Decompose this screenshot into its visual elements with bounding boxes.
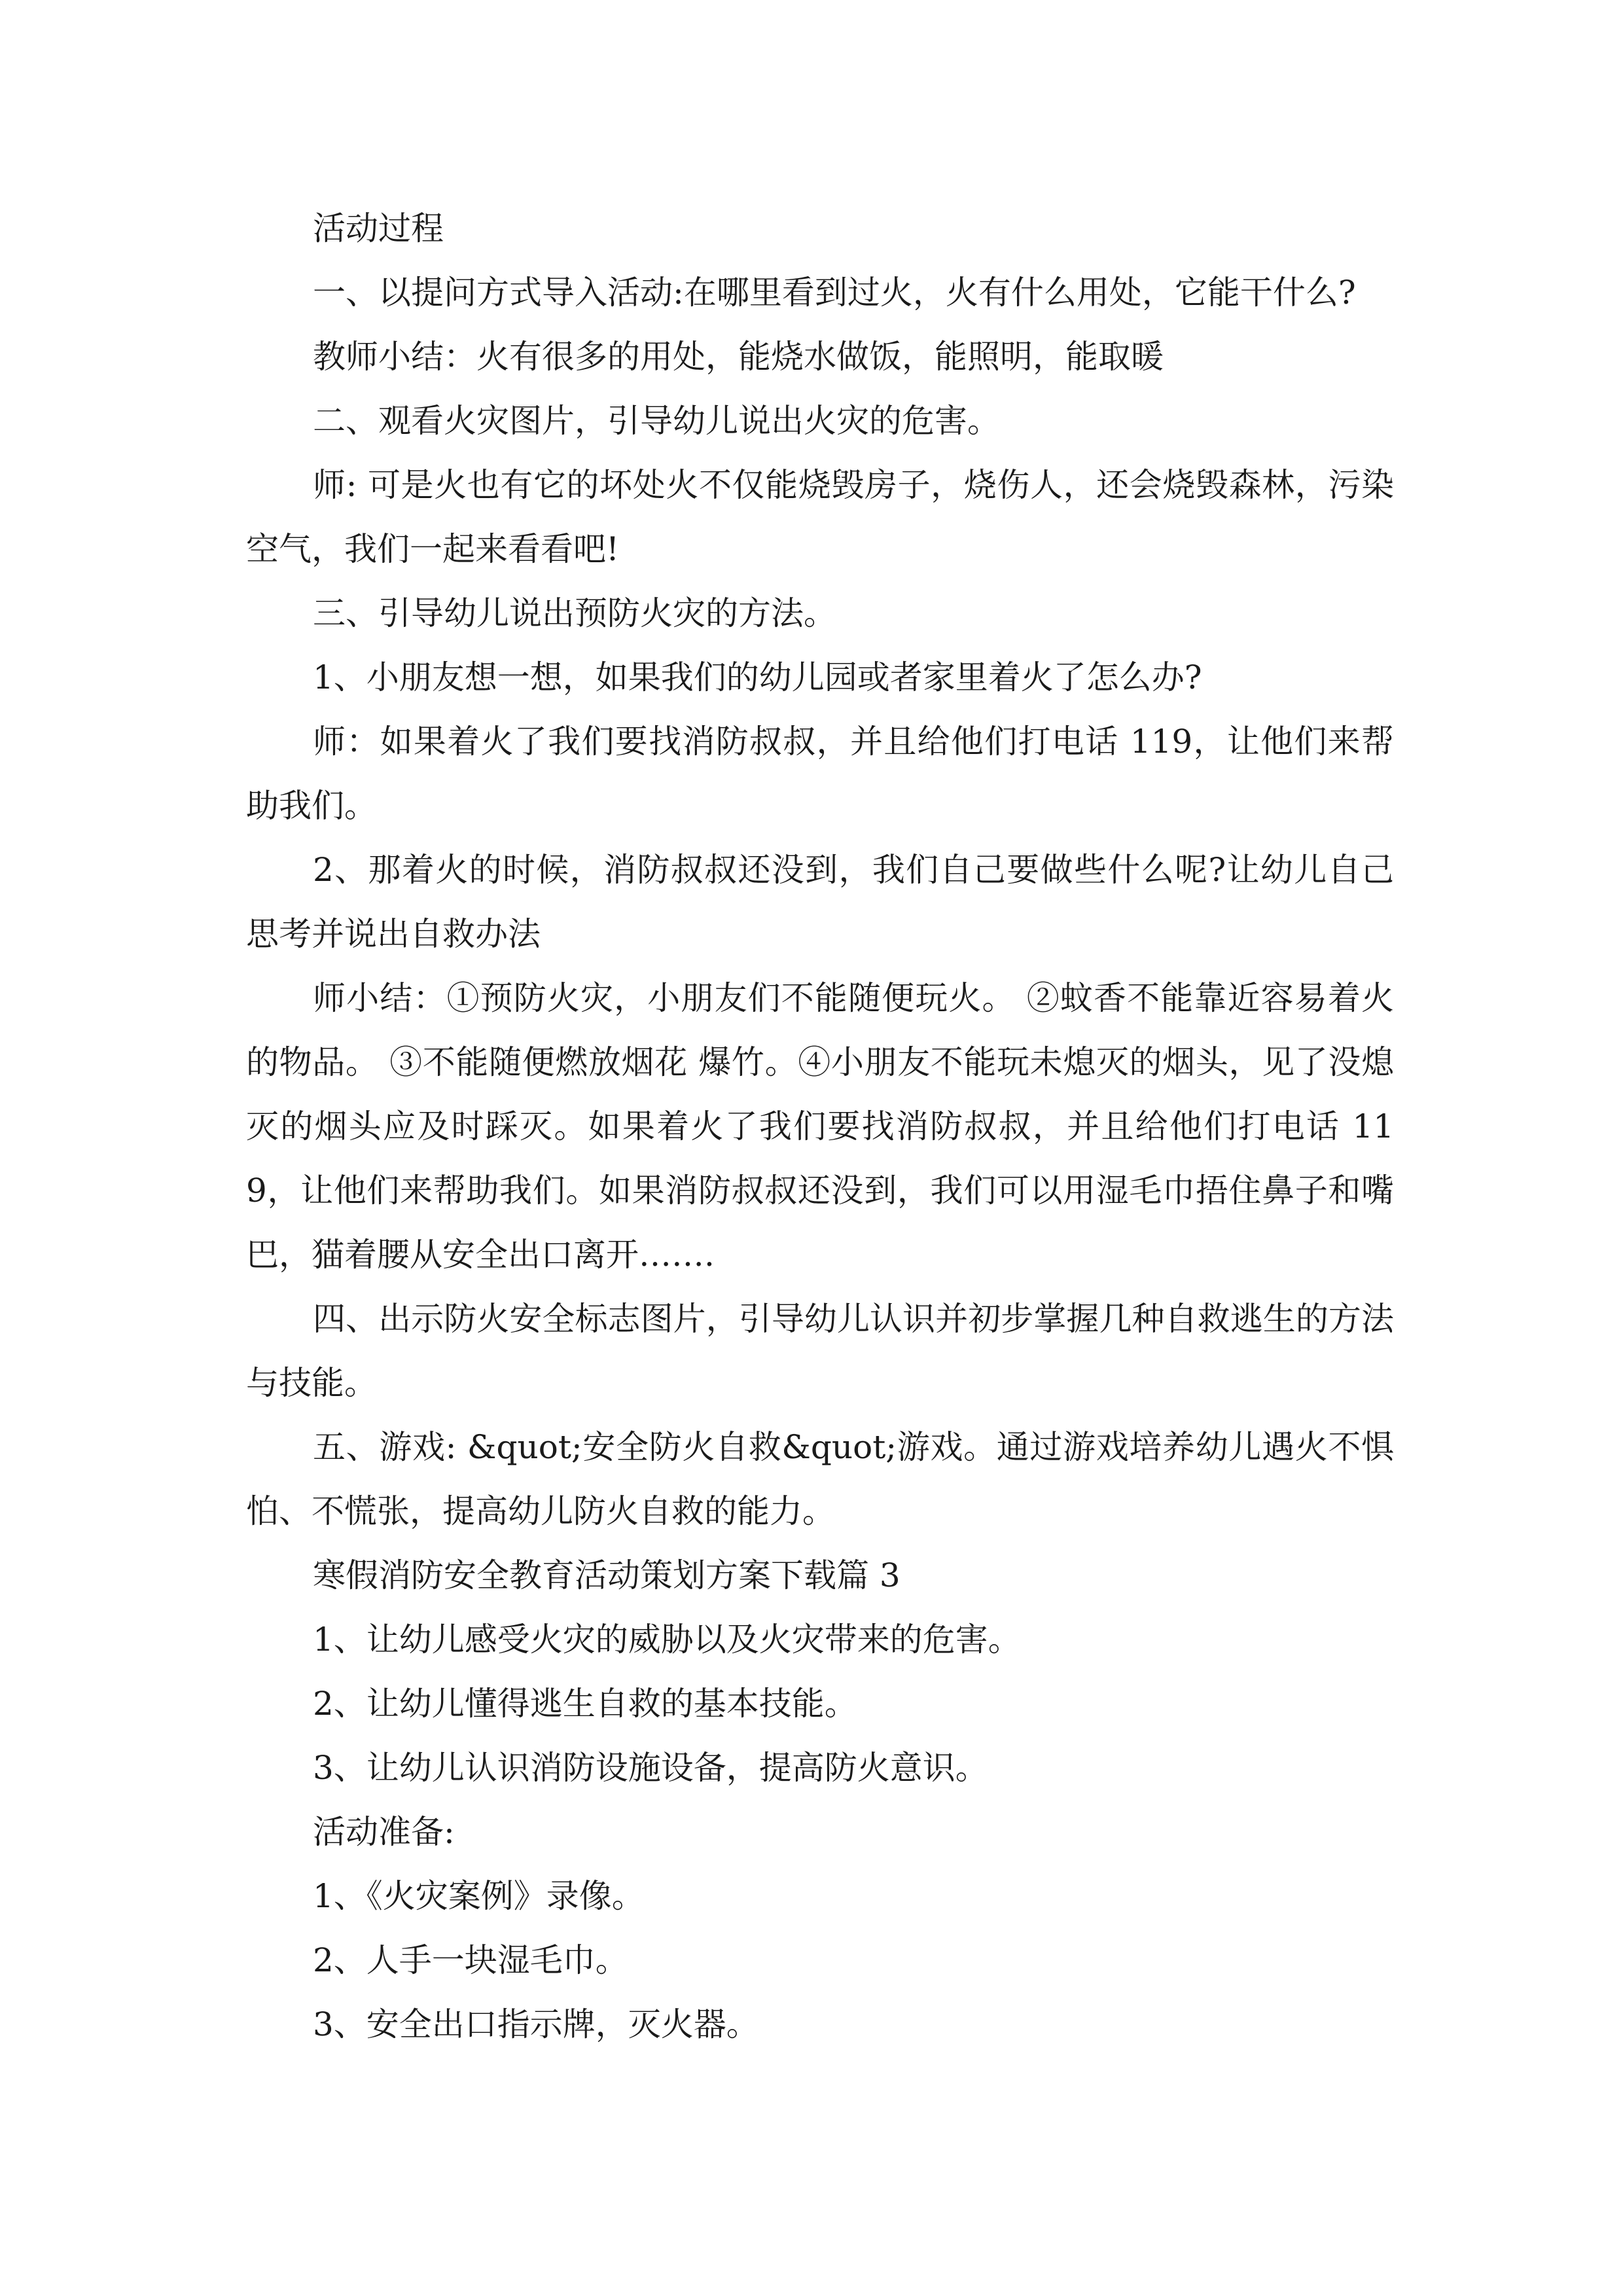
document-body [246, 196, 1394, 2056]
paragraph: 教师小结：火有很多的用处，能烧水做饭，能照明，能取暖 [313, 338, 1164, 376]
paragraph: 一、以提问方式导入活动:在哪里看到过火，火有什么用处，它能干什么? [313, 274, 1356, 312]
paragraph: 三、引导幼儿说出预防火灾的方法。 [313, 594, 836, 632]
paragraph: 师：如果着火了我们要找消防叔叔，并且给他们打电话 119，让他们来帮助我们。 [246, 723, 1394, 825]
paragraph: 五、游戏: &quot;安全防火自救&quot;游戏。通过游戏培养幼儿遇火不惧怕、不慌张，提高幼儿防火自救的能力。 [246, 1428, 1394, 1530]
paragraph: 2、人手一块湿毛巾。 [313, 1941, 628, 1979]
paragraph: 二、观看火灾图片，引导幼儿说出火灾的危害。 [313, 402, 1000, 440]
paragraph: 师: 可是火也有它的坏处火不仅能烧毁房子，烧伤人，还会烧毁森林，污染空气，我们一起来看看吧! [246, 466, 1394, 568]
paragraph: 2、那着火的时候，消防叔叔还没到，我们自己要做些什么呢?让幼儿自己思考并说出自救办法 [246, 851, 1394, 953]
paragraph: 1、《火灾案例》录像。 [313, 1877, 645, 1915]
paragraph: 3、安全出口指示牌，灭火器。 [313, 2005, 759, 2043]
paragraph: 1、让幼儿感受火灾的威胁以及火灾带来的危害。 [313, 1621, 1021, 1659]
paragraph: 2、让幼儿懂得逃生自救的基本技能。 [313, 1685, 857, 1723]
section-heading-plan-3: 寒假消防安全教育活动策划方案下载篇 3 [313, 1556, 901, 1594]
paragraph: 四、出示防火安全标志图片，引导幼儿认识并初步掌握几种自救逃生的方法与技能。 [246, 1300, 1394, 1402]
section-heading-activity-preparation: 活动准备: [313, 1813, 455, 1851]
paragraph: 师小结：①预防火灾，小朋友们不能随便玩火。 ②蚊香不能靠近容易着火的物品。 ③不能随便燃放烟花 爆竹。④小朋友不能玩未熄灭的烟头，见了没熄灭的烟头应及时踩灭。如果着火了我们要找消防叔叔，并且给他们打电话 119，让他们来帮助我们。如果消防叔叔还没到，我们可以用湿毛巾捂住鼻子和嘴巴，猫着腰从安全出口离开……. [246, 979, 1394, 1274]
section-heading-activity-process: 活动过程 [313, 209, 444, 247]
paragraph: 1、小朋友想一想，如果我们的幼儿园或者家里着火了怎么办? [313, 658, 1202, 696]
paragraph: 3、让幼儿认识消防设施设备，提高防火意识。 [313, 1749, 988, 1787]
